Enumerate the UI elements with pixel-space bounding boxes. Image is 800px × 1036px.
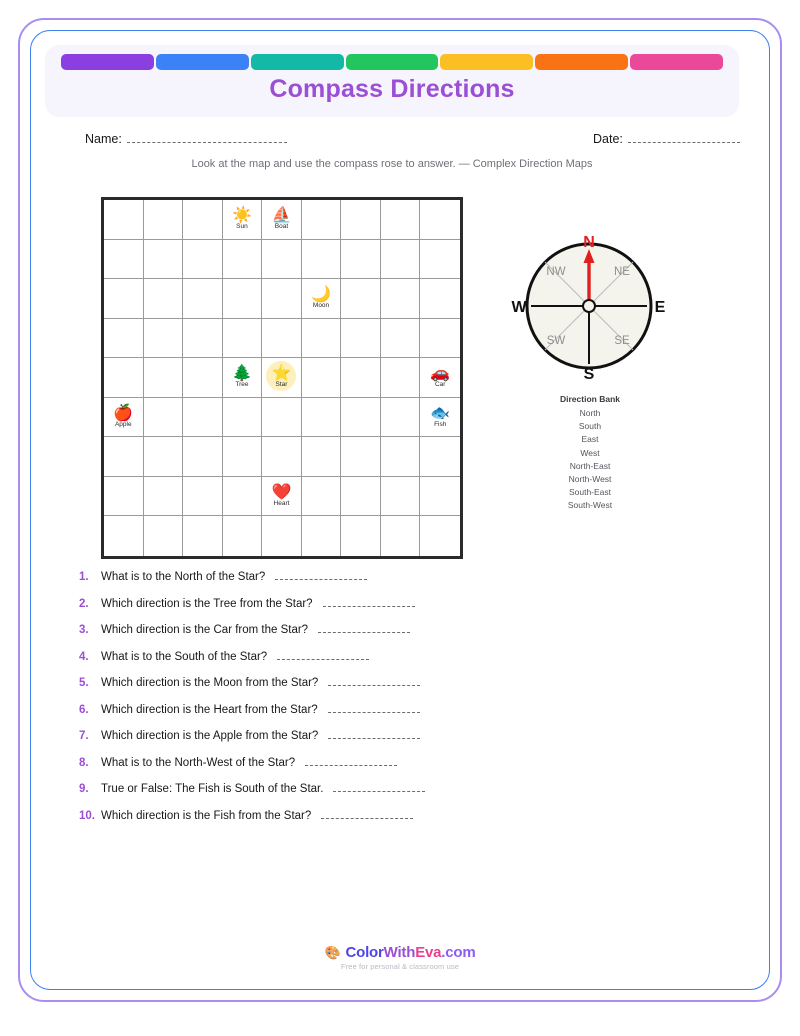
grid-cell[interactable] — [381, 240, 421, 280]
map-item-boat[interactable] — [261, 207, 301, 231]
footer-tagline: Free for personal & classroom use — [341, 962, 459, 971]
grid-cell[interactable] — [144, 516, 184, 556]
question-number: 10. — [79, 809, 95, 822]
grid-cell[interactable] — [104, 319, 144, 359]
question-text: Which direction is the Tree from the Star? — [101, 597, 313, 610]
grid-cell[interactable] — [262, 398, 302, 438]
grid-cell[interactable] — [183, 358, 223, 398]
grid-cell[interactable] — [262, 240, 302, 280]
question-text: True or False: The Fish is South of the Star. — [101, 783, 324, 795]
name-date-row — [45, 131, 739, 153]
grid-cell[interactable] — [144, 358, 184, 398]
question-text: What is to the North of the Star? — [101, 571, 266, 583]
map-item-label: Fish — [434, 421, 447, 429]
question-text: Which direction is the Heart from the Star? — [101, 703, 318, 716]
grid-cell[interactable] — [104, 279, 144, 319]
moon-icon: 🌙 — [311, 286, 331, 304]
grid-cell[interactable] — [104, 200, 144, 240]
grid-cell[interactable] — [262, 437, 302, 477]
grid-cell[interactable] — [302, 477, 342, 517]
grid-cell[interactable] — [223, 319, 263, 359]
question-number: 3. — [79, 624, 89, 636]
brand-part-with: With — [383, 944, 416, 961]
grid-cell[interactable] — [104, 437, 144, 477]
grid-cell[interactable] — [104, 398, 144, 438]
color-strip-segment-1 — [61, 54, 154, 70]
grid-cell[interactable] — [144, 279, 184, 319]
star-icon: ⭐ — [271, 365, 292, 383]
direction-bank-list — [497, 407, 683, 513]
question-row — [79, 728, 719, 755]
question-text: Which direction is the Car from the Star? — [101, 624, 309, 636]
compass-label-south: S — [583, 366, 595, 381]
direction-bank-item: East — [581, 434, 599, 445]
compass-label-southwest: SW — [546, 335, 566, 347]
instructions-subtitle: Look at the map and use the compass rose to answer. — Complex Direction Maps — [191, 158, 593, 170]
direction-bank-title: Direction Bank — [560, 394, 620, 404]
name-field[interactable] — [85, 131, 287, 146]
grid-cell[interactable] — [302, 358, 342, 398]
direction-bank-item: North-East — [569, 460, 611, 471]
grid-cell[interactable] — [302, 516, 342, 556]
map-item-label: Star — [275, 381, 288, 389]
grid-cell[interactable] — [104, 240, 144, 280]
question-answer-blank[interactable] — [275, 569, 367, 580]
grid-cell[interactable] — [262, 200, 302, 240]
grid-cell[interactable] — [341, 516, 381, 556]
grid-cell[interactable] — [341, 240, 381, 280]
question-number: 1. — [79, 571, 89, 583]
grid-cell[interactable] — [104, 358, 144, 398]
compass-label-southeast: SE — [614, 335, 630, 347]
page-outer-border — [18, 18, 782, 1002]
grid-cell[interactable] — [341, 477, 381, 517]
map-item-moon[interactable] — [301, 286, 341, 310]
grid-cell[interactable] — [302, 319, 342, 359]
grid-cell[interactable] — [223, 279, 263, 319]
compass-label-north: N — [583, 234, 595, 251]
map-item-tree[interactable] — [222, 365, 262, 389]
date-label: Date: — [593, 132, 623, 146]
grid-cell[interactable] — [341, 437, 381, 477]
grid-cell[interactable] — [420, 200, 460, 240]
page-inner-border — [30, 30, 770, 990]
page-title: Compass Directions — [269, 75, 515, 103]
grid-cell[interactable] — [262, 319, 302, 359]
compass-label-northwest: NW — [546, 266, 566, 278]
color-strip — [61, 54, 723, 70]
grid-cell[interactable] — [223, 358, 263, 398]
footer-brand[interactable] — [324, 944, 475, 961]
header-card — [45, 45, 739, 117]
grid-cell[interactable] — [183, 437, 223, 477]
questions-list — [79, 569, 719, 834]
question-number: 7. — [79, 730, 89, 742]
question-number: 9. — [79, 783, 89, 795]
car-icon: 🚗 — [430, 365, 451, 383]
question-answer-blank[interactable] — [305, 755, 397, 766]
grid-cell[interactable] — [104, 516, 144, 556]
color-strip-segment-4 — [346, 54, 439, 70]
grid-cell[interactable] — [144, 200, 184, 240]
compass-hub — [583, 300, 595, 312]
question-text: What is to the North-West of the Star? — [101, 756, 296, 769]
color-strip-segment-7 — [630, 54, 723, 70]
date-blank-line[interactable] — [628, 131, 740, 143]
direction-bank — [497, 394, 683, 513]
grid-cell[interactable] — [223, 516, 263, 556]
grid-cell[interactable] — [381, 358, 421, 398]
grid-cell[interactable] — [420, 398, 460, 438]
question-row — [79, 675, 719, 702]
grid-cell[interactable] — [341, 200, 381, 240]
question-row — [79, 755, 719, 782]
map-item-label: Moon — [312, 302, 330, 310]
grid-cell[interactable] — [183, 279, 223, 319]
grid-cell[interactable] — [420, 240, 460, 280]
grid-cell[interactable] — [341, 279, 381, 319]
question-number: 8. — [79, 756, 89, 769]
grid-cell[interactable] — [381, 319, 421, 359]
map-item-sun[interactable] — [222, 207, 262, 231]
fish-icon: 🐟 — [430, 405, 451, 423]
question-text: Which direction is the Apple from the Star? — [101, 730, 319, 742]
question-answer-blank[interactable] — [333, 781, 425, 792]
grid-cell[interactable] — [183, 200, 223, 240]
question-number: 4. — [79, 650, 89, 663]
direction-bank-item: North-West — [568, 474, 612, 485]
direction-bank-item: North — [579, 408, 601, 418]
grid-cell[interactable] — [420, 319, 460, 359]
grid-cell[interactable] — [262, 477, 302, 517]
question-text: What is to the South of the Star? — [101, 650, 268, 663]
color-strip-segment-5 — [440, 54, 533, 70]
grid-cell[interactable] — [302, 437, 342, 477]
grid-cell[interactable] — [341, 398, 381, 438]
question-text: Which direction is the Fish from the Star? — [101, 809, 312, 822]
footer — [31, 944, 769, 971]
grid-cell[interactable] — [341, 358, 381, 398]
question-row — [79, 596, 719, 623]
question-row — [79, 808, 719, 835]
question-row — [79, 781, 719, 808]
grid-cell[interactable] — [341, 319, 381, 359]
brand-part-color: Color — [345, 944, 384, 961]
map-item-label: Car — [434, 381, 446, 389]
grid-cell[interactable] — [223, 240, 263, 280]
grid-cell[interactable] — [183, 319, 223, 359]
grid-cell[interactable] — [144, 477, 184, 517]
question-answer-blank[interactable] — [277, 649, 369, 660]
grid-cell[interactable] — [183, 477, 223, 517]
grid-cell[interactable] — [302, 398, 342, 438]
map-item-fish[interactable] — [420, 405, 460, 429]
direction-bank-item: South — [578, 421, 602, 432]
grid-cell[interactable] — [420, 516, 460, 556]
compass-rose — [509, 231, 669, 381]
grid-cell[interactable] — [381, 477, 421, 517]
question-row — [79, 649, 719, 676]
name-blank-line[interactable] — [127, 131, 287, 143]
map-item-apple[interactable] — [103, 405, 143, 429]
grid-cell[interactable] — [420, 358, 460, 398]
grid-cell[interactable] — [302, 240, 342, 280]
tree-icon: 🌲 — [231, 365, 252, 383]
grid-cell[interactable] — [104, 477, 144, 517]
direction-bank-item: West — [580, 447, 600, 458]
color-strip-segment-3 — [251, 54, 344, 70]
compass-rose-svg — [509, 231, 669, 381]
grid-cell[interactable] — [381, 516, 421, 556]
grid-cell[interactable] — [420, 437, 460, 477]
direction-bank-item: South-East — [568, 487, 612, 498]
grid-cell[interactable] — [144, 437, 184, 477]
map-grid[interactable] — [101, 197, 463, 559]
map-item-label: Boat — [274, 223, 289, 231]
grid-cell[interactable] — [302, 279, 342, 319]
grid-cell[interactable] — [183, 240, 223, 280]
map-item-label: Tree — [235, 381, 249, 389]
color-strip-segment-2 — [156, 54, 249, 70]
map-item-label: Heart — [273, 500, 290, 508]
grid-cell[interactable] — [381, 437, 421, 477]
question-answer-blank[interactable] — [318, 622, 410, 633]
question-number: 5. — [79, 677, 89, 689]
direction-bank-item: South-West — [567, 500, 613, 511]
date-field[interactable] — [593, 131, 740, 146]
grid-cell[interactable] — [223, 437, 263, 477]
compass-label-northeast: NE — [614, 266, 630, 278]
question-answer-blank[interactable] — [321, 808, 413, 819]
grid-cell[interactable] — [420, 477, 460, 517]
grid-cell[interactable] — [223, 200, 263, 240]
color-strip-segment-6 — [535, 54, 628, 70]
grid-cell[interactable] — [302, 200, 342, 240]
grid-cell[interactable] — [262, 516, 302, 556]
grid-cell[interactable] — [420, 279, 460, 319]
brand-part-eva: Eva — [415, 944, 442, 961]
question-row — [79, 702, 719, 729]
grid-cell[interactable] — [144, 319, 184, 359]
map-item-star[interactable] — [261, 365, 301, 389]
grid-cell[interactable] — [381, 200, 421, 240]
question-row — [79, 622, 719, 649]
grid-cell[interactable] — [262, 358, 302, 398]
question-number: 6. — [79, 703, 89, 716]
grid-cell[interactable] — [381, 398, 421, 438]
question-answer-blank[interactable] — [328, 728, 420, 739]
grid-cell[interactable] — [262, 279, 302, 319]
question-answer-blank[interactable] — [328, 675, 420, 686]
compass-label-west: W — [511, 299, 527, 316]
palette-icon: 🎨 — [324, 945, 341, 960]
heart-icon: ❤️ — [271, 484, 292, 502]
grid-cell[interactable] — [223, 398, 263, 438]
map-item-label: Sun — [236, 223, 248, 231]
map-item-car[interactable] — [420, 365, 460, 389]
brand-part-com: .com — [441, 944, 476, 961]
sun-icon: ☀️ — [231, 207, 252, 225]
question-row — [79, 569, 719, 596]
map-item-label: Apple — [114, 421, 132, 429]
compass-label-east: E — [654, 299, 666, 316]
grid-cell[interactable] — [183, 398, 223, 438]
question-answer-blank[interactable] — [323, 596, 415, 607]
grid-cell[interactable] — [144, 240, 184, 280]
question-text: Which direction is the Moon from the Star? — [101, 677, 319, 689]
grid-cell[interactable] — [144, 398, 184, 438]
boat-icon: ⛵ — [271, 207, 292, 225]
grid-cell[interactable] — [381, 279, 421, 319]
name-label: Name: — [85, 132, 122, 146]
map-item-heart[interactable] — [261, 484, 301, 508]
grid-cell[interactable] — [183, 516, 223, 556]
question-answer-blank[interactable] — [328, 702, 420, 713]
apple-icon: 🍎 — [113, 405, 134, 423]
grid-cell[interactable] — [223, 477, 263, 517]
question-number: 2. — [79, 597, 89, 610]
